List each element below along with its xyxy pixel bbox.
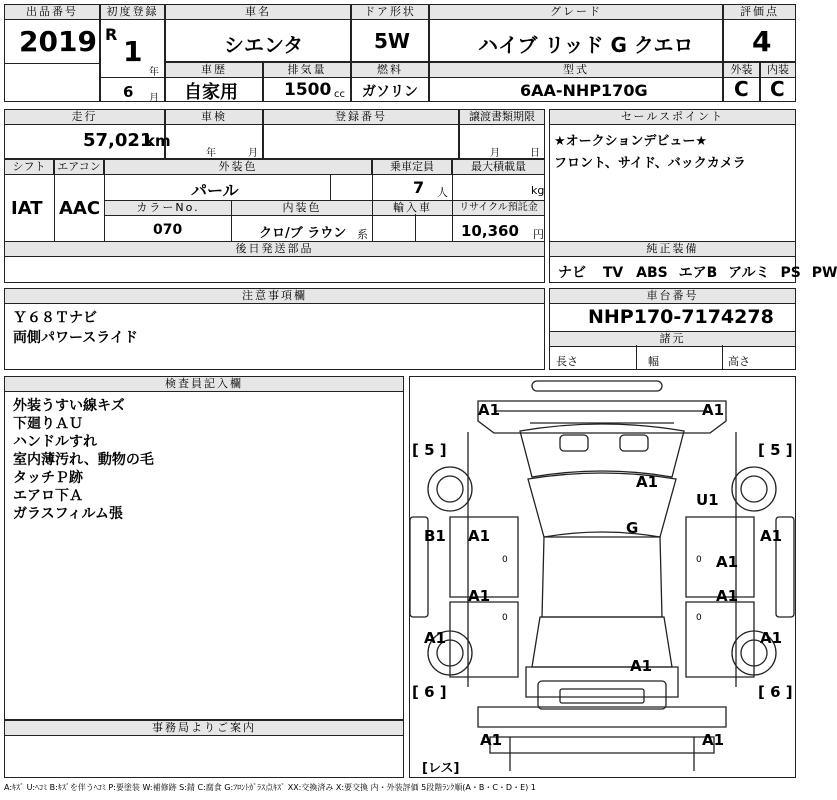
tire-front-left: [ 5 ] <box>412 441 447 459</box>
front-outline-shape <box>478 401 726 433</box>
mileage-unit: km <box>145 132 171 150</box>
history-value: 自家用 <box>184 82 238 103</box>
car-name-box <box>165 4 351 62</box>
spec-label: 諸元 <box>549 331 796 347</box>
spec-box <box>4 159 545 242</box>
chassis-value: NHP170-7174278 <box>588 306 774 328</box>
length-label: 長さ <box>556 355 578 368</box>
month-unit: 月 <box>149 93 159 104</box>
caution-line-2: 両側パワースライド <box>13 330 138 346</box>
mark-hood: A1 <box>636 473 659 491</box>
recycle-label: リサイクル預託金 <box>452 200 545 216</box>
chassis-box <box>549 288 796 370</box>
mark-windshield: G <box>626 519 639 537</box>
hood-shape <box>520 424 684 477</box>
reg-no-box <box>263 109 459 159</box>
grade-box <box>429 4 723 62</box>
tire-rear-left: [ 6 ] <box>412 683 447 701</box>
first-reg-box <box>100 4 165 102</box>
caution-box <box>4 288 545 370</box>
mark-left-rear-door: A1 <box>468 587 491 605</box>
width-label: 幅 <box>648 355 659 368</box>
fuel-box <box>351 62 429 102</box>
inspection-year: 年 <box>206 148 216 159</box>
chassis-label: 車台番号 <box>549 288 796 304</box>
front-right-wheel-shape <box>732 467 776 511</box>
rear-outline-shape <box>478 707 726 727</box>
ext-color-value: パール <box>191 181 239 200</box>
int-color-value: クロ/ブ ラウン <box>259 226 347 241</box>
inspection-box <box>165 109 263 159</box>
history-label: 車歴 <box>165 62 263 78</box>
mileage-value: 57,021 <box>83 130 153 151</box>
equipment-alloy: アルミ <box>728 265 770 281</box>
interior-value: C <box>770 77 785 101</box>
mark-right-rear-door: A1 <box>716 587 739 605</box>
equipment-abs: ABS <box>636 265 668 281</box>
mark-left-front-door: A1 <box>468 527 491 545</box>
lot-label: 出品番号 <box>4 4 100 20</box>
mark-rear-bumper-left: A1 <box>480 731 503 749</box>
equipment-ps: PS <box>780 265 801 281</box>
inspection-label: 車検 <box>165 109 263 125</box>
shift-value: IAT <box>11 198 43 219</box>
front-left-wheel-shape <box>428 467 472 511</box>
mark-right-side: A1 <box>760 527 783 545</box>
ac-value: AAC <box>59 198 101 219</box>
max-load-label: 最大積載量 <box>452 159 545 175</box>
mark-left-side: B1 <box>424 527 446 545</box>
grade-label: グレード <box>429 4 723 20</box>
office-box <box>4 720 404 778</box>
transfer-day: 日 <box>530 148 540 159</box>
exterior-value: C <box>734 77 749 101</box>
equipment-airbag: エアB <box>678 265 718 281</box>
mark-front-left: A1 <box>478 401 501 419</box>
mileage-label: 走行 <box>4 109 165 125</box>
inspection-month: 月 <box>248 148 258 159</box>
capacity-unit: 人 <box>437 186 448 199</box>
zero-4: 0 <box>696 613 702 623</box>
grade-value: ハイブ リッド G クエロ <box>478 33 694 57</box>
equipment-label: 純正装備 <box>549 241 796 257</box>
mark-fender-right: U1 <box>696 491 719 509</box>
tire-rear-right: [ 6 ] <box>758 683 793 701</box>
capacity-label: 乗車定員 <box>372 159 452 175</box>
caution-label: 注意事項欄 <box>4 288 545 304</box>
mark-rear-right: A1 <box>760 629 783 647</box>
sales-point-line-1: ★オークションデビュー★ <box>554 134 708 149</box>
office-label: 事務局よりご案内 <box>4 720 404 736</box>
inspector-line-7: ガラスフィルム張 <box>13 506 123 522</box>
car-diagram-box <box>409 376 796 778</box>
model-label: 型式 <box>429 62 723 78</box>
first-reg-label: 初度登録 <box>100 4 165 20</box>
door-label: ドア形状 <box>351 4 429 20</box>
transfer-month: 月 <box>490 148 500 159</box>
roof-shape <box>542 537 662 617</box>
int-color-unit: 系 <box>357 228 368 241</box>
zero-2: 0 <box>696 555 702 565</box>
mark-rear-left: A1 <box>424 629 447 647</box>
later-parts-label: 後日発送部品 <box>4 241 545 257</box>
inspector-line-6: エアロ下Ａ <box>13 488 83 504</box>
transfer-doc-box <box>459 109 545 159</box>
mark-front-right: A1 <box>702 401 725 419</box>
tire-front-right: [ 5 ] <box>758 441 793 459</box>
sales-point-label: セールスポイント <box>549 109 796 125</box>
history-box <box>165 62 263 102</box>
inspector-line-2: 下廻りＡＵ <box>13 416 83 432</box>
mark-tailgate: A1 <box>630 657 653 675</box>
exterior-box <box>723 62 760 102</box>
month: 6 <box>123 83 134 101</box>
inspector-line-1: 外装うすい線キズ <box>13 398 125 414</box>
lot-box <box>4 4 100 102</box>
year: 1 <box>123 35 143 68</box>
displacement-box <box>263 62 351 102</box>
displacement-unit: cc <box>334 89 345 100</box>
later-parts-box <box>4 241 545 283</box>
exterior-label: 外装 <box>723 62 760 78</box>
recycle-value: 10,360 <box>461 222 519 240</box>
mark-rear-bumper-right: A1 <box>702 731 725 749</box>
front-bumper-shape <box>532 381 662 391</box>
model-value: 6AA-NHP170G <box>520 81 648 100</box>
color-no-label: カラーNo. <box>104 200 232 216</box>
inspector-line-5: タッチＰ跡 <box>13 470 83 486</box>
equipment-list <box>558 262 837 282</box>
fuel-value: ガソリン <box>362 84 418 100</box>
ext-color-label: 外装色 <box>104 159 372 175</box>
score-box <box>723 4 796 62</box>
reg-no-label: 登録番号 <box>263 109 459 125</box>
height-label: 高さ <box>728 355 750 368</box>
car-name-label: 車名 <box>165 4 351 20</box>
equipment-pw: PW <box>811 265 837 281</box>
door-value: 5W <box>374 29 410 53</box>
car-diagram <box>410 377 795 777</box>
recycle-unit: 円 <box>533 228 544 241</box>
door-box <box>351 4 429 62</box>
lot-value: 2019 <box>19 25 97 58</box>
caution-line-1: Ｙ６８Ｔナビ <box>13 310 97 326</box>
score-label: 評価点 <box>723 4 796 20</box>
transfer-doc-label: 譲渡書類期限 <box>459 109 545 125</box>
displacement-value: 1500 <box>284 80 332 100</box>
year-unit: 年 <box>149 67 159 78</box>
max-load-unit: kg <box>531 184 545 197</box>
fuel-label: 燃料 <box>351 62 429 78</box>
era: R <box>105 25 118 44</box>
interior-label: 内装 <box>760 62 796 78</box>
inspector-label: 検査員記入欄 <box>4 376 404 392</box>
equipment-navi: ナビ <box>558 265 586 281</box>
interior-box <box>760 62 796 102</box>
int-color-label: 内装色 <box>231 200 373 216</box>
score-value: 4 <box>752 25 772 58</box>
zero-3: 0 <box>502 613 508 623</box>
mileage-box <box>4 109 171 159</box>
capacity-value: 7 <box>413 178 425 197</box>
displacement-label: 排気量 <box>263 62 351 78</box>
ac-label: エアコン <box>54 159 104 175</box>
import-label: 輸入車 <box>372 200 453 216</box>
inspector-line-3: ハンドルすれ <box>13 434 97 450</box>
legend: A:ｷｽﾞ U:ﾍｺﾐ B:ｷｽﾞを伴うﾍｺﾐ P:要塗装 W:補修跡 S:錆 C:腐食 G:ﾌﾛﾝﾄｶﾞﾗｽ点ｷｽﾞ XX:交換済み X:要交換 内・外装評価 5段階ﾗﾝｸ順(A・B・C・D・E) 1 <box>4 783 536 792</box>
car-name: シエンタ <box>224 33 304 57</box>
shift-label: シフト <box>4 159 54 175</box>
color-no-value: 070 <box>153 222 183 238</box>
mark-right-front-door: A1 <box>716 553 739 571</box>
equipment-tv: TV <box>602 265 624 281</box>
tailgate-shape <box>526 667 678 697</box>
sales-point-box <box>549 109 837 283</box>
inspector-line-4: 室内薄汚れ、動物の毛 <box>13 452 154 468</box>
model-box <box>429 62 723 102</box>
inspector-box <box>4 376 404 720</box>
sales-point-line-2: フロント、サイド、バックカメラ <box>554 156 746 171</box>
tire-spare: [レス] <box>422 761 460 776</box>
zero-1: 0 <box>502 555 508 565</box>
